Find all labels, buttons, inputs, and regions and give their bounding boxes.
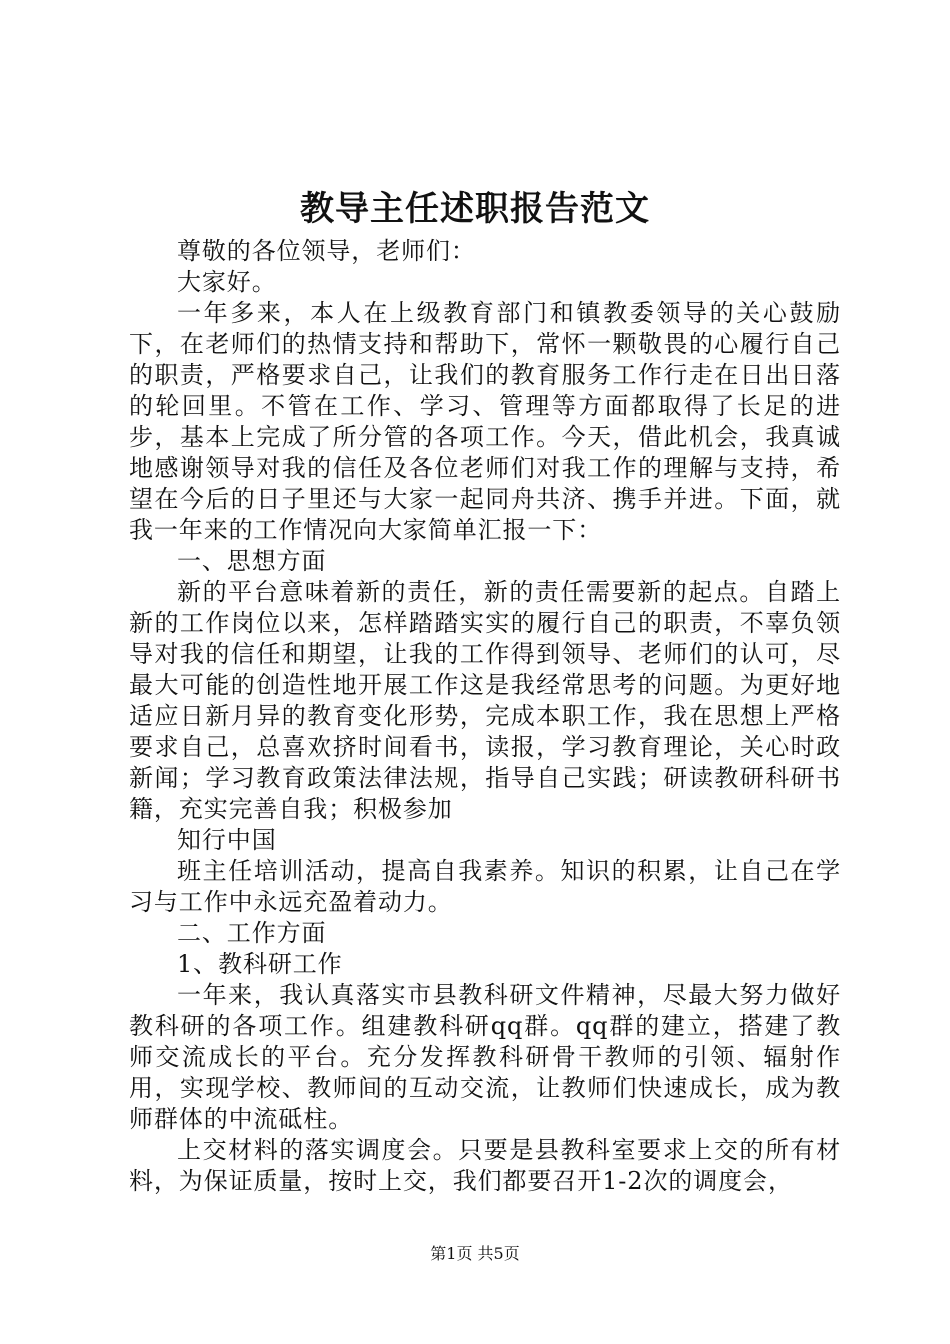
paragraph-zhixing: 知行中国	[177, 826, 277, 854]
paragraph-training: 班主任培训活动，提高自我素养。知识的积累，让自己在学习与工作中永远充盈着动力。	[129, 857, 841, 916]
page-footer: 第1页 共5页	[430, 1244, 520, 1263]
paragraph-thought: 新的平台意味着新的责任，新的责任需要新的起点。自踏上新的工作岗位以来，怎样踏踏实实的履行自己的职责，不辜负领导对我的信任和期望，让我的工作得到领导、老师们的认可，尽最大可能的创造性地开展工作这是我经常思考的问题。为更好地适应日新月异的教育变化形势，完成本职工作，我在思想上严格要求自己，总喜欢挤时间看书，读报，学习教育理论，关心时政新闻；学习教育政策法律法规，指导自己实践；研读教研科研书籍，充实完善自我；积极参加	[129, 578, 841, 823]
paragraph-greeting: 大家好。	[177, 268, 277, 296]
subsection-heading-research: 1、教科研工作	[177, 950, 343, 978]
paragraph-intro: 一年多来，本人在上级教育部门和镇教委领导的关心鼓励下，在老师们的热情支持和帮助下，常怀一颗敬畏的心履行自己的职责，严格要求自己，让我们的教育服务工作行走在日出日落的轮回里。不管在工作、学习、管理等方面都取得了长足的进步，基本上完成了所分管的各项工作。今天，借此机会，我真诚地感谢领导对我的信任及各位老师们对我工作的理解与支持，希望在今后的日子里还与大家一起同舟共济、携手并进。下面，就我一年来的工作情况向大家简单汇报一下：	[129, 299, 841, 544]
document-body	[129, 236, 841, 1197]
section-heading-work: 二、工作方面	[177, 919, 327, 947]
paragraph-materials: 上交材料的落实调度会。只要是县教科室要求上交的所有材料，为保证质量，按时上交，我们都要召开1-2次的调度会，	[129, 1136, 841, 1195]
paragraph-research: 一年来，我认真落实市县教科研文件精神，尽最大努力做好教科研的各项工作。组建教科研qq群。qq群的建立，搭建了教师交流成长的平台。充分发挥教科研骨干教师的引领、辐射作用，实现学校、教师间的互动交流，让教师们快速成长，成为教师群体的中流砥柱。	[129, 981, 841, 1133]
paragraph-salutation: 尊敬的各位领导，老师们：	[177, 237, 476, 265]
section-heading-thought: 一、思想方面	[177, 547, 327, 575]
document-title: 教导主任述职报告范文	[300, 189, 650, 229]
